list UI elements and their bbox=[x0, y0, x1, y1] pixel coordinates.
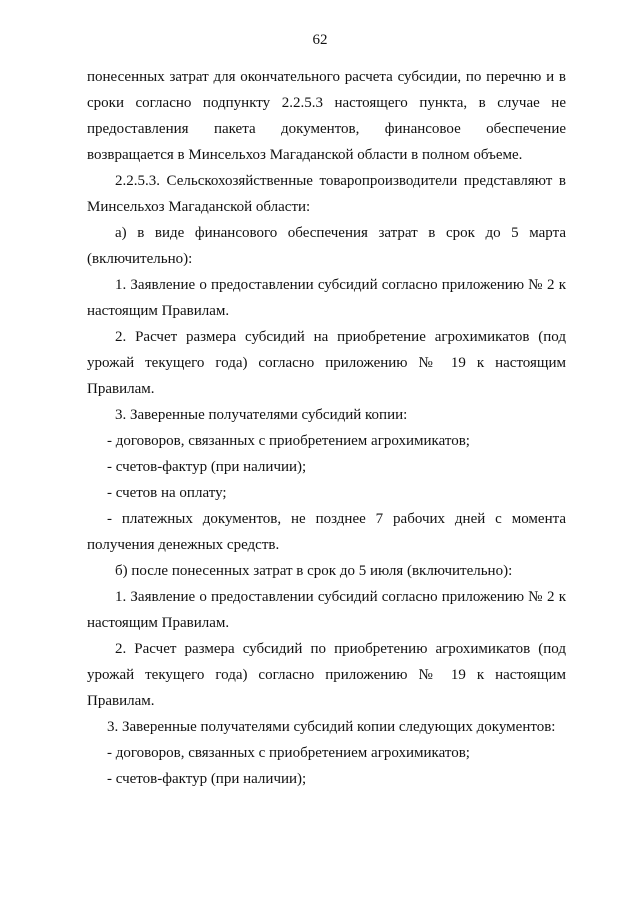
page-number: 62 bbox=[312, 32, 328, 48]
paragraph: - счетов-фактур (при наличии); bbox=[107, 771, 307, 787]
paragraph: - счетов-фактур (при наличии); bbox=[107, 459, 307, 475]
paragraph: 1. Заявление о предоставлении субсидий согласно приложению № 2 к настоящим Правилам. bbox=[87, 277, 566, 319]
paragraph: б) после понесенных затрат в срок до 5 июля (включительно): bbox=[115, 563, 513, 579]
paragraph: - договоров, связанных с приобретением агрохимикатов; bbox=[107, 745, 470, 761]
document-body bbox=[87, 64, 566, 792]
paragraph: 2. Расчет размера субсидий по приобретению агрохимикатов (под урожай текущего года) согласно приложению № 19 к настоящим Правилам. bbox=[87, 641, 566, 709]
paragraph: 3. Заверенные получателями субсидий копии: bbox=[115, 407, 408, 423]
paragraph: а) в виде финансового обеспечения затрат в срок до 5 марта (включительно): bbox=[87, 225, 566, 267]
paragraph: - счетов на оплату; bbox=[107, 485, 227, 501]
paragraph: 3. Заверенные получателями субсидий копии следующих документов: bbox=[107, 719, 556, 735]
paragraph: - договоров, связанных с приобретением агрохимикатов; bbox=[107, 433, 470, 449]
paragraph: 1. Заявление о предоставлении субсидий согласно приложению № 2 к настоящим Правилам. bbox=[87, 589, 566, 631]
paragraph: - платежных документов, не позднее 7 рабочих дней с момента получения денежных средств. bbox=[87, 511, 566, 553]
paragraph: 2.2.5.3. Сельскохозяйственные товаропроизводители представляют в Минсельхоз Магаданской области: bbox=[87, 173, 566, 215]
paragraph: 2. Расчет размера субсидий на приобретение агрохимикатов (под урожай текущего года) согласно приложению № 19 к настоящим Правилам. bbox=[87, 329, 566, 397]
paragraph: понесенных затрат для окончательного расчета субсидии, по перечню и в сроки согласно подпункту 2.2.5.3 настоящего пункта, в случае не предоставления пакета документов, финансовое обеспечение возвращается в Минсельхоз Магаданской области в полном объеме. bbox=[87, 69, 566, 163]
